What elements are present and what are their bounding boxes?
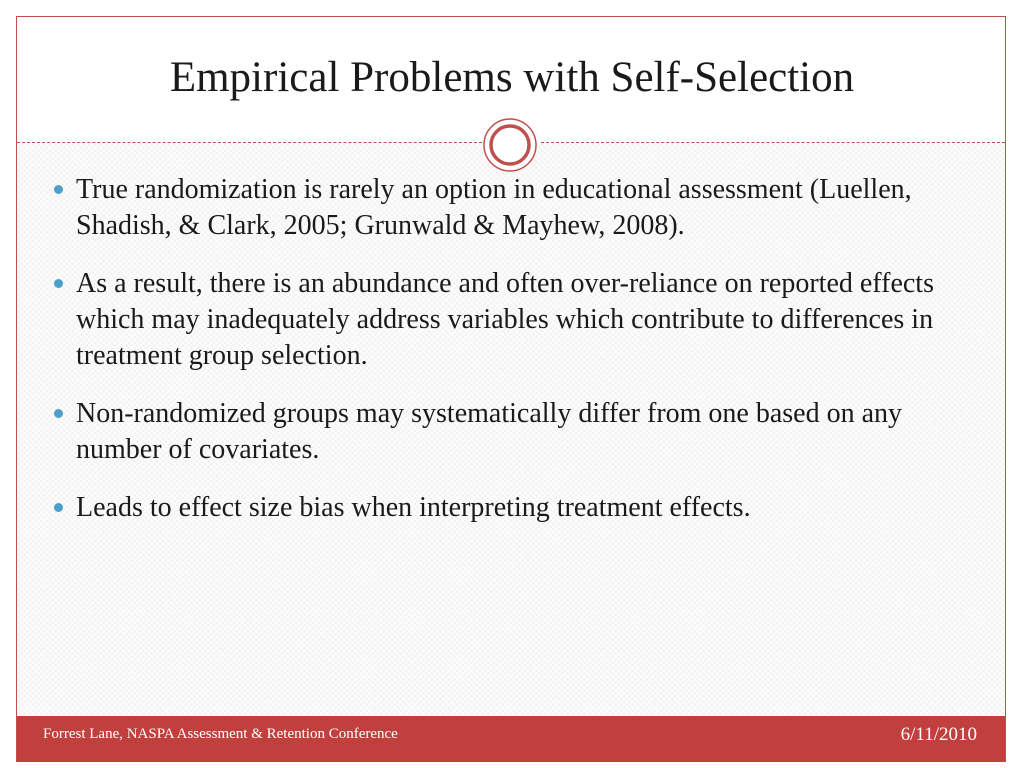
bullet-text: True randomization is rarely an option in educational assessment (Luellen, Shadish, & Clark, 2005; Grunwald & Mayhew, 2008). <box>76 174 912 241</box>
footer-bar <box>17 716 1005 762</box>
list-item <box>48 266 978 374</box>
list-item <box>48 490 978 526</box>
bullet-dot-icon <box>54 185 63 194</box>
title-divider-right <box>541 142 1005 143</box>
title-divider-left <box>17 142 482 143</box>
bullet-dot-icon <box>54 409 63 418</box>
bullet-text: Leads to effect size bias when interpreting treatment effects. <box>76 492 751 523</box>
list-item <box>48 172 978 244</box>
bullet-list <box>48 172 978 548</box>
footer-date: 6/11/2010 <box>900 724 977 745</box>
circle-ornament-icon <box>482 117 538 173</box>
footer-presenter: Forrest Lane, NASPA Assessment & Retention Conference <box>43 726 398 742</box>
bullet-dot-icon <box>54 503 63 512</box>
bullet-text: Non-randomized groups may systematically differ from one based on any number of covariates. <box>76 398 903 465</box>
list-item <box>48 396 978 468</box>
bullet-dot-icon <box>54 279 63 288</box>
slide-title: Empirical Problems with Self-Selection <box>169 54 855 101</box>
bullet-text: As a result, there is an abundance and often over-reliance on reported effects which may inadequately address variables which contribute to differences in treatment group selection. <box>76 268 934 371</box>
